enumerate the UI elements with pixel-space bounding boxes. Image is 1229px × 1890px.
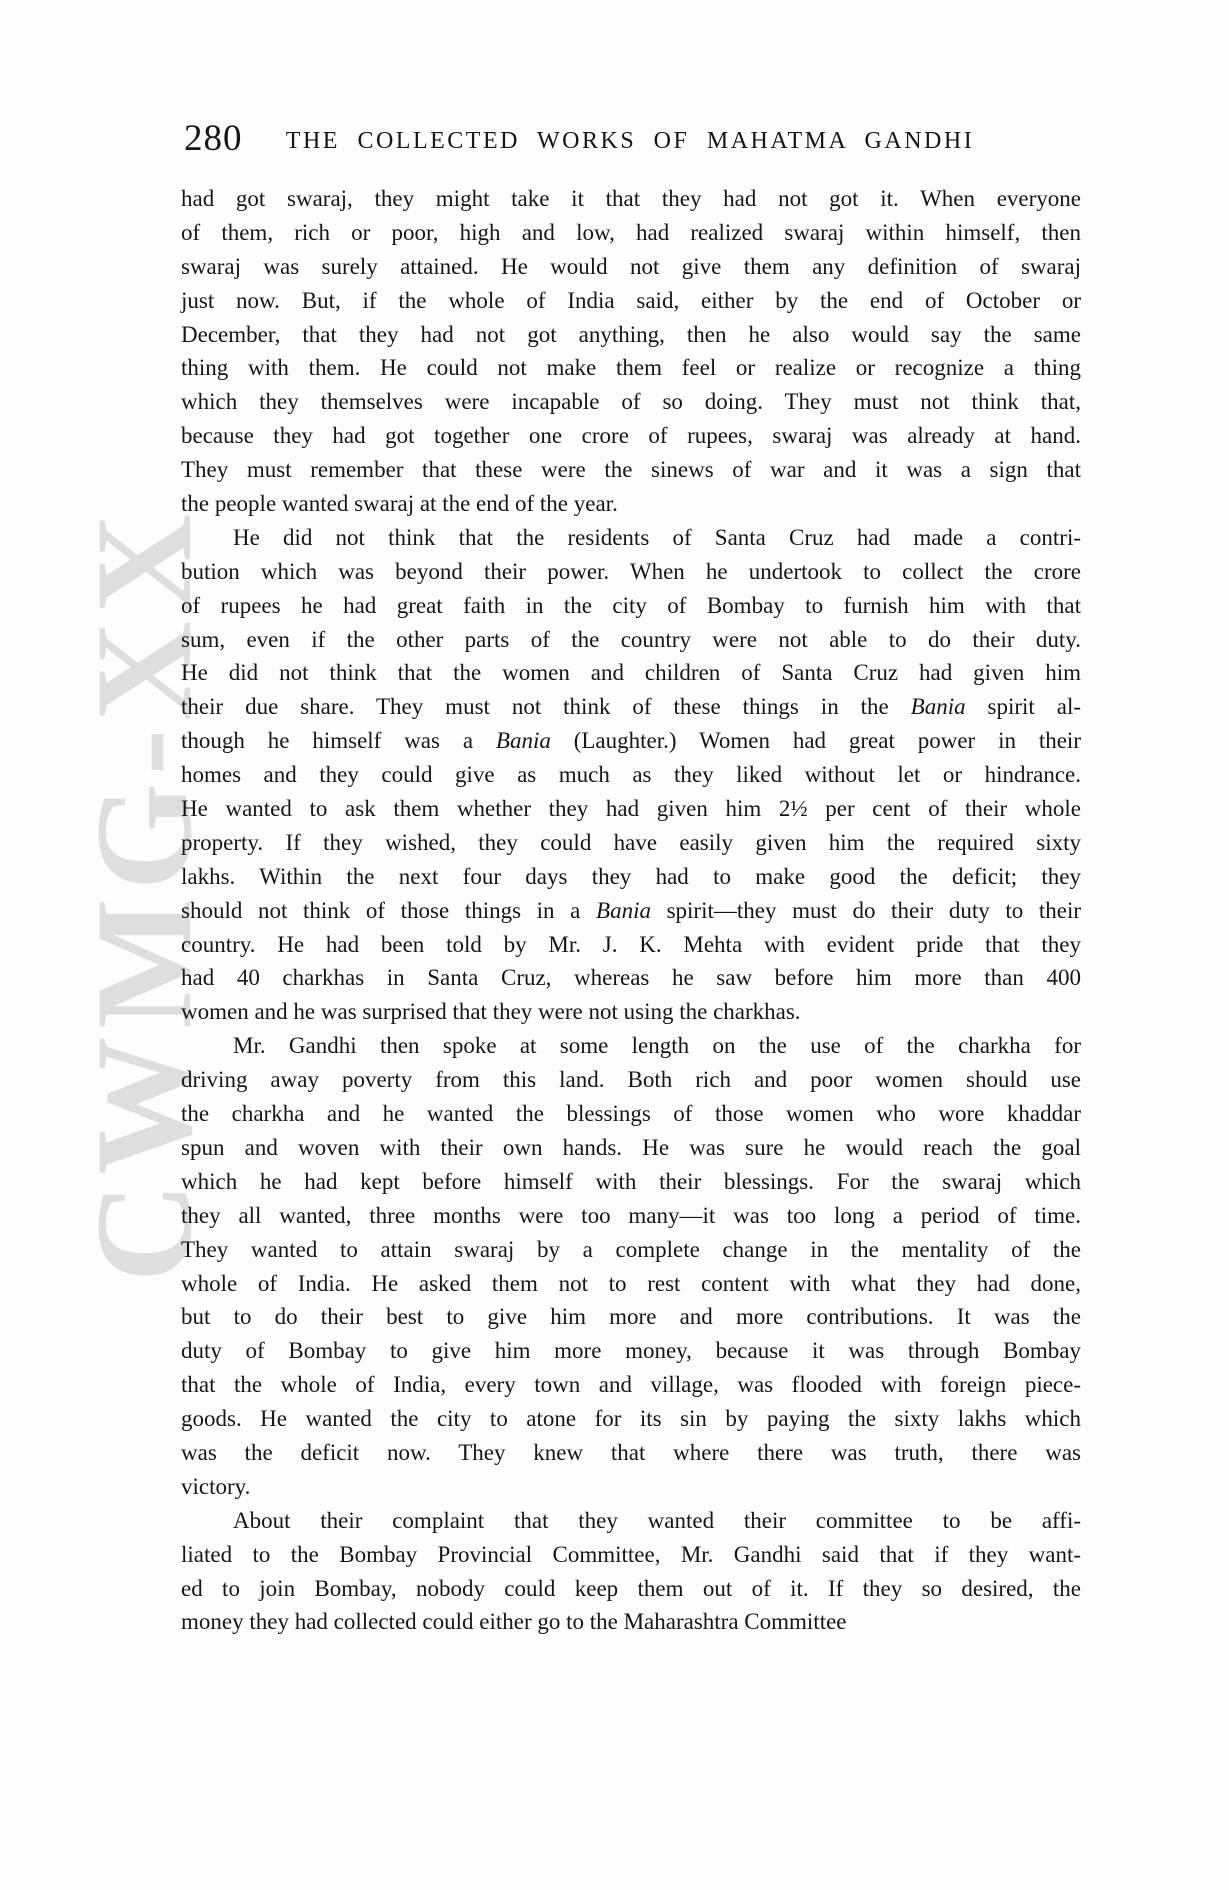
text-line: but to do their best to give him more and more contributions. It was the xyxy=(181,1304,1081,1330)
text-line: He did not think that the women and children of Santa Cruz had given him xyxy=(181,660,1081,686)
paragraph xyxy=(181,182,1081,521)
text-line: duty of Bombay to give him more money, because it was through Bombay xyxy=(181,1338,1081,1364)
text-line: they all wanted, three months were too many—it was too long a period of time. xyxy=(181,1202,1081,1228)
paragraph xyxy=(181,1029,1081,1503)
spine-watermark: CWMG-XX xyxy=(67,505,220,1283)
paragraph xyxy=(181,1504,1081,1640)
text-line: ed to join Bombay, nobody could keep them out of it. If they so desired, the xyxy=(181,1575,1081,1601)
running-header xyxy=(180,118,1080,164)
text-line: thing with them. He could not make them feel or realize or recognize a thing xyxy=(181,355,1081,381)
text-line: He wanted to ask them whether they had given him 2½ per cent of their whole xyxy=(181,796,1081,822)
text-line: victory. xyxy=(181,1473,251,1499)
running-title: THE COLLECTED WORKS OF MAHATMA GANDHI xyxy=(285,128,975,154)
text-line: which he had kept before himself with their blessings. For the swaraj which xyxy=(181,1168,1081,1194)
text-line: homes and they could give as much as they liked without let or hindrance. xyxy=(181,762,1081,788)
text-line: He did not think that the residents of Santa Cruz had made a contri- xyxy=(233,524,1081,550)
text-line: goods. He wanted the city to atone for its sin by paying the sixty lakhs which xyxy=(181,1406,1081,1432)
text-line: their due share. They must not think of these things in the Bania spirit al- xyxy=(181,694,1082,720)
text-line: was the deficit now. They knew that where there was truth, there was xyxy=(181,1439,1081,1465)
text-line: of rupees he had great faith in the city of Bombay to furnish him with that xyxy=(181,592,1081,618)
page-body xyxy=(181,182,1081,1639)
paragraph xyxy=(181,521,1081,1029)
text-line: sum, even if the other parts of the country were not able to do their duty. xyxy=(181,626,1081,652)
text-line: country. He had been told by Mr. J. K. Mehta with evident pride that they xyxy=(181,931,1081,957)
text-line: the charkha and he wanted the blessings of those women who wore khaddar xyxy=(181,1101,1081,1127)
text-line: bution which was beyond their power. When he undertook to collect the crore xyxy=(181,558,1081,584)
text-line: of them, rich or poor, high and low, had realized swaraj within himself, then xyxy=(181,219,1081,245)
text-line: which they themselves were incapable of so doing. They must not think that, xyxy=(181,389,1081,415)
text-line: had 40 charkhas in Santa Cruz, whereas he saw before him more than 400 xyxy=(181,965,1081,991)
text-line: They must remember that these were the sinews of war and it was a sign that xyxy=(181,457,1081,483)
text-line: should not think of those things in a Bania spirit—they must do their duty to their xyxy=(181,897,1081,923)
text-line: just now. But, if the whole of India said, either by the end of October or xyxy=(181,287,1081,313)
text-line: that the whole of India, every town and village, was flooded with foreign piece- xyxy=(181,1372,1081,1398)
text-line: swaraj was surely attained. He would not give them any definition of swaraj xyxy=(181,253,1081,279)
text-line: driving away poverty from this land. Both rich and poor women should use xyxy=(181,1067,1081,1093)
text-line: though he himself was a Bania (Laughter.) Women had great power in their xyxy=(181,728,1081,754)
text-line: lakhs. Within the next four days they had to make good the deficit; they xyxy=(181,863,1081,889)
text-line: the people wanted swaraj at the end of the year. xyxy=(181,491,618,517)
text-line: property. If they wished, they could have easily given him the required sixty xyxy=(181,829,1081,855)
text-line: women and he was surprised that they were not using the charkhas. xyxy=(181,999,801,1025)
text-line: Mr. Gandhi then spoke at some length on the use of the charkha for xyxy=(233,1033,1081,1059)
text-line: They wanted to attain swaraj by a complete change in the mentality of the xyxy=(181,1236,1081,1262)
page-number: 280 xyxy=(184,118,243,159)
text-line: About their complaint that they wanted their committee to be affi- xyxy=(233,1507,1081,1533)
text-line: spun and woven with their own hands. He was sure he would reach the goal xyxy=(181,1134,1081,1160)
text-line: whole of India. He asked them not to rest content with what they had done, xyxy=(181,1270,1081,1296)
text-line: liated to the Bombay Provincial Committee, Mr. Gandhi said that if they want- xyxy=(181,1541,1081,1567)
text-line: December, that they had not got anything, then he also would say the same xyxy=(181,321,1081,347)
text-line: money they had collected could either go to the Maharashtra Committee xyxy=(181,1609,847,1635)
text-line: because they had got together one crore of rupees, swaraj was already at hand. xyxy=(181,423,1081,449)
text-line: had got swaraj, they might take it that they had not got it. When everyone xyxy=(181,186,1081,211)
